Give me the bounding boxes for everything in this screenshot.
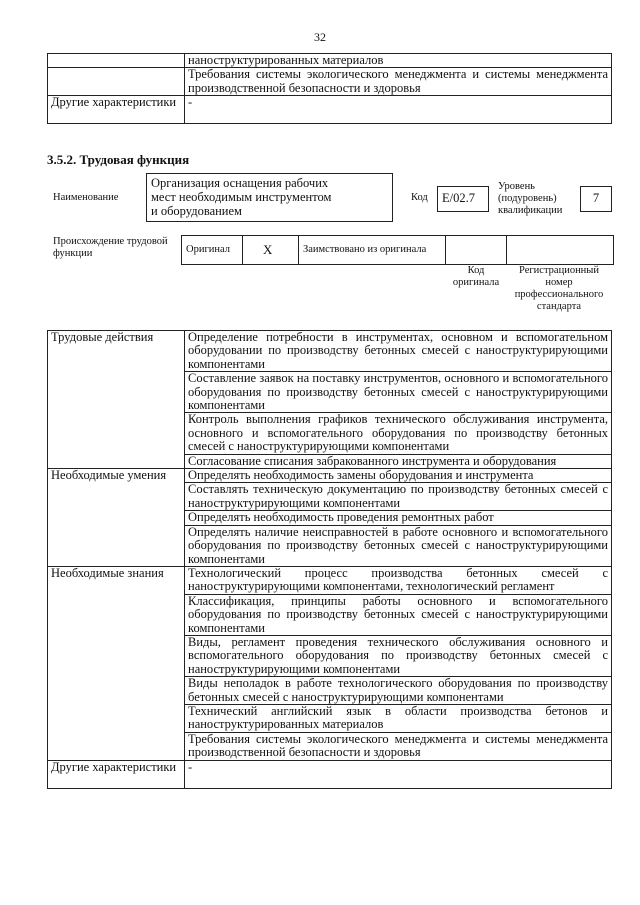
table-cell: Определять необходимость замены оборудования и инструмента [185, 469, 612, 483]
original-mark-cell [242, 235, 299, 265]
table-cell: Контроль выполнения графиков технического обслуживания инструмента, основного и вспомогательного оборудования по производству бетонных смесей с наноструктурирующими компонентами [185, 413, 612, 454]
reg-number-cell [506, 235, 614, 265]
origin-label: Происхождение трудовой функции [53, 236, 168, 259]
table-cell: Составление заявок на поставку инструментов, основного и вспомогательного оборудования по производству бетонных смесей с наноструктурирующими компонентами [185, 372, 612, 413]
borrowed-cell [298, 235, 446, 265]
table-cell: - [185, 96, 612, 124]
group-label: Другие характеристики [48, 760, 185, 788]
orig-code-caption: Код оригинала [452, 265, 500, 288]
table-cell: Требования системы экологического менеджмента и системы менеджмента производственной безопасности и здоровья [185, 68, 612, 96]
table-row [48, 566, 612, 594]
table-cell: наноструктурированных материалов [185, 54, 612, 68]
group-label: Необходимые знания [48, 566, 185, 760]
table-row [48, 331, 612, 372]
table-cell: Согласование списания забракованного инструмента и оборудования [185, 454, 612, 468]
row-label: Другие характеристики [48, 96, 185, 124]
table-row [48, 54, 612, 68]
original-mark: X [263, 242, 273, 257]
section-title: 3.5.2. Трудовая функция [47, 152, 190, 167]
table-cell: Виды, регламент проведения технического обслуживания основного и вспомогательного оборудования по производству бетонных смесей с наноструктурирующими компонентами [185, 635, 612, 676]
level-label: Уровень (подуровень) квалификации [498, 181, 563, 216]
table-row [48, 760, 612, 788]
table-cell: Виды неполадок в работе технологического оборудования по производству бетонных смесей с наноструктурирующими компонентами [185, 677, 612, 705]
table-row [48, 68, 612, 96]
code-value: E/02.7 [442, 191, 475, 205]
table-cell: Определение потребности в инструментах, основном и вспомогательном оборудовании по производству бетонных смесей с наноструктурирующими компонентами [185, 331, 612, 372]
group-label: Необходимые умения [48, 469, 185, 567]
table-row [48, 96, 612, 124]
code-label: Код [411, 192, 428, 203]
table-cell: Требования системы экологического менеджмента и системы менеджмента производственной безопасности и здоровья [185, 732, 612, 760]
level-value: 7 [592, 191, 600, 205]
table-cell: Классификация, принципы работы основного и вспомогательного оборудования по производству бетонных смесей с наноструктурирующими компонентами [185, 594, 612, 635]
name-box [146, 173, 393, 222]
table-cell: Определять необходимость проведения ремонтных работ [185, 511, 612, 525]
functions-table [47, 330, 612, 789]
name-label: Наименование [53, 192, 119, 203]
reg-number-caption: Регистрационный номер профессионального стандарта [514, 265, 604, 312]
row-label [48, 54, 185, 68]
table-cell: Технический английский язык в области производства бетонов и наноструктурированных материалов [185, 704, 612, 732]
table-row [48, 469, 612, 483]
orig-code-cell [445, 235, 507, 265]
page-number: 32 [314, 30, 326, 44]
code-box [437, 186, 489, 212]
original-label-cell: Оригинал [181, 235, 242, 265]
continuation-table [47, 53, 612, 124]
borrowed-label: Заимствовано из оригинала [303, 244, 427, 255]
table-cell: Технологический процесс производства бетонных смесей с наноструктурирующими компонентами, технологический регламент [185, 566, 612, 594]
table-cell: Определять наличие неисправностей в работе основного и вспомогательного оборудования по производству бетонных смесей с наноструктурирующими компонентами [185, 525, 612, 566]
name-value: Организация оснащения рабочих мест необходимым инструментом и оборудованием [151, 176, 332, 218]
level-box [580, 186, 612, 212]
table-cell: - [185, 760, 612, 788]
table-cell: Составлять техническую документацию по производству бетонных смесей с наноструктурирующими компонентами [185, 483, 612, 511]
group-label: Трудовые действия [48, 331, 185, 469]
